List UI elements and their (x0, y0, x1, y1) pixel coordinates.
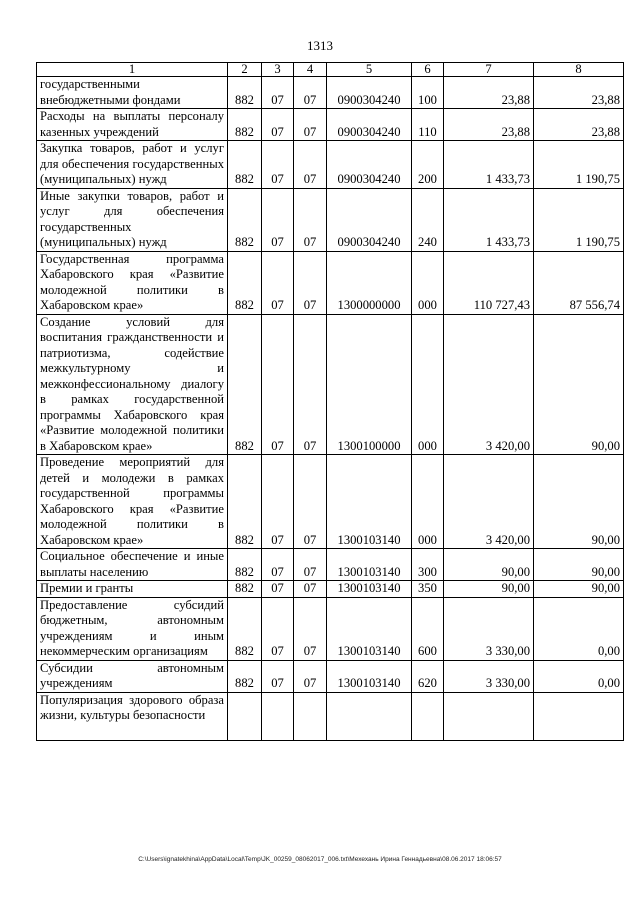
table-row (37, 581, 624, 598)
row-code-target (327, 692, 412, 740)
row-code-section: 07 (262, 314, 294, 455)
row-code-target: 0900304240 (327, 141, 412, 189)
row-code-target: 1300103140 (327, 581, 412, 598)
page-number: 1313 (307, 38, 333, 53)
table-row (37, 77, 624, 109)
row-amount-2: 87 556,74 (534, 251, 624, 314)
row-code-section (262, 692, 294, 740)
table-row (37, 455, 624, 549)
row-name: Предоставление субсидий бюджетным, автономным учреждениям и иным некоммерческим организациям (37, 597, 228, 660)
row-amount-1: 90,00 (444, 549, 534, 581)
header-col-6: 6 (412, 63, 444, 77)
row-amount-1: 1 433,73 (444, 141, 534, 189)
row-name: Иные закупки товаров, работ и услуг для обеспечения государственных (муниципальных) нужд (37, 188, 228, 251)
row-amount-1 (444, 692, 534, 740)
row-amount-2 (534, 692, 624, 740)
row-name: Государственная программа Хабаровского края «Развитие молодежной политики в Хабаровском крае» (37, 251, 228, 314)
row-code-subsection: 07 (294, 660, 327, 692)
row-code-subsection: 07 (294, 109, 327, 141)
table-row (37, 141, 624, 189)
row-code-admin: 882 (228, 251, 262, 314)
row-code-expense-type (412, 692, 444, 740)
row-code-expense-type: 350 (412, 581, 444, 598)
row-code-admin: 882 (228, 77, 262, 109)
row-code-section: 07 (262, 188, 294, 251)
row-code-target: 1300100000 (327, 314, 412, 455)
row-code-section: 07 (262, 251, 294, 314)
row-code-section: 07 (262, 581, 294, 598)
row-amount-1: 1 433,73 (444, 188, 534, 251)
row-name: Закупка товаров, работ и услуг для обеспечения государственных (муниципальных) нужд (37, 141, 228, 189)
row-amount-2: 1 190,75 (534, 141, 624, 189)
row-code-target: 0900304240 (327, 109, 412, 141)
row-name: Социальное обеспечение и иные выплаты населению (37, 549, 228, 581)
row-code-admin: 882 (228, 660, 262, 692)
row-code-target: 0900304240 (327, 77, 412, 109)
row-amount-2: 1 190,75 (534, 188, 624, 251)
row-code-subsection: 07 (294, 455, 327, 549)
row-name: Популяризация здорового образа жизни, культуры безопасности (37, 692, 228, 740)
row-name: Премии и гранты (37, 581, 228, 598)
row-name: Проведение мероприятий для детей и молодежи в рамках государственной программы Хабаровского края «Развитие молодежной политики в Хабаровском крае» (37, 455, 228, 549)
row-code-section: 07 (262, 549, 294, 581)
header-col-4: 4 (294, 63, 327, 77)
row-code-section: 07 (262, 109, 294, 141)
header-col-5: 5 (327, 63, 412, 77)
row-code-subsection: 07 (294, 549, 327, 581)
row-code-expense-type: 100 (412, 77, 444, 109)
row-amount-2: 90,00 (534, 549, 624, 581)
budget-table (36, 62, 624, 741)
table-row (37, 109, 624, 141)
row-amount-1: 3 330,00 (444, 597, 534, 660)
row-code-admin: 882 (228, 314, 262, 455)
row-amount-1: 3 420,00 (444, 455, 534, 549)
row-code-expense-type: 240 (412, 188, 444, 251)
row-code-admin: 882 (228, 188, 262, 251)
row-amount-2: 0,00 (534, 660, 624, 692)
row-amount-2: 23,88 (534, 109, 624, 141)
row-code-target: 1300103140 (327, 597, 412, 660)
row-amount-2: 23,88 (534, 77, 624, 109)
row-amount-2: 90,00 (534, 455, 624, 549)
header-row (37, 63, 624, 77)
row-code-subsection: 07 (294, 597, 327, 660)
row-code-section: 07 (262, 660, 294, 692)
row-code-admin: 882 (228, 549, 262, 581)
row-code-target: 1300103140 (327, 660, 412, 692)
header-col-2: 2 (228, 63, 262, 77)
row-code-expense-type: 110 (412, 109, 444, 141)
row-code-subsection: 07 (294, 141, 327, 189)
footer-file-path: C:\Users\ignatekhina\AppData\Local\Temp\JK_00259_08062017_006.txt\Мехехань Ирина Геннадьевна\08.06.2017 18:06:57 (138, 856, 502, 863)
table-row (37, 692, 624, 740)
row-code-admin: 882 (228, 581, 262, 598)
row-code-target: 1300000000 (327, 251, 412, 314)
row-code-subsection: 07 (294, 77, 327, 109)
row-amount-1: 110 727,43 (444, 251, 534, 314)
row-code-target: 0900304240 (327, 188, 412, 251)
row-name: Создание условий для воспитания гражданственности и патриотизма, содействие межкультурному и межконфессиональному диалогу в рамках государственной программы Хабаровского края «Развитие молодежной политики в Хабаровском крае» (37, 314, 228, 455)
row-code-subsection: 07 (294, 581, 327, 598)
table-row (37, 314, 624, 455)
row-code-subsection: 07 (294, 188, 327, 251)
row-amount-1: 90,00 (444, 581, 534, 598)
row-code-expense-type: 000 (412, 251, 444, 314)
row-code-admin (228, 692, 262, 740)
row-code-subsection: 07 (294, 251, 327, 314)
row-code-subsection (294, 692, 327, 740)
row-code-expense-type: 620 (412, 660, 444, 692)
row-code-admin: 882 (228, 141, 262, 189)
row-code-section: 07 (262, 77, 294, 109)
row-code-admin: 882 (228, 597, 262, 660)
row-code-expense-type: 600 (412, 597, 444, 660)
row-code-section: 07 (262, 597, 294, 660)
table-row (37, 188, 624, 251)
row-code-admin: 882 (228, 109, 262, 141)
row-amount-2: 0,00 (534, 597, 624, 660)
header-col-1: 1 (37, 63, 228, 77)
row-amount-1: 23,88 (444, 77, 534, 109)
row-amount-2: 90,00 (534, 314, 624, 455)
row-code-admin: 882 (228, 455, 262, 549)
row-name: Расходы на выплаты персоналу казенных учреждений (37, 109, 228, 141)
row-code-subsection: 07 (294, 314, 327, 455)
row-code-expense-type: 300 (412, 549, 444, 581)
row-code-section: 07 (262, 455, 294, 549)
row-code-expense-type: 000 (412, 314, 444, 455)
row-amount-1: 3 420,00 (444, 314, 534, 455)
row-code-target: 1300103140 (327, 549, 412, 581)
header-col-3: 3 (262, 63, 294, 77)
table-row (37, 597, 624, 660)
row-code-target: 1300103140 (327, 455, 412, 549)
table-row (37, 251, 624, 314)
row-amount-1: 3 330,00 (444, 660, 534, 692)
row-name: Субсидии автономным учреждениям (37, 660, 228, 692)
table-row (37, 549, 624, 581)
header-col-7: 7 (444, 63, 534, 77)
row-amount-1: 23,88 (444, 109, 534, 141)
header-col-8: 8 (534, 63, 624, 77)
row-code-expense-type: 200 (412, 141, 444, 189)
row-code-expense-type: 000 (412, 455, 444, 549)
table-row (37, 660, 624, 692)
row-name: государственными внебюджетными фондами (37, 77, 228, 109)
row-amount-2: 90,00 (534, 581, 624, 598)
row-code-section: 07 (262, 141, 294, 189)
